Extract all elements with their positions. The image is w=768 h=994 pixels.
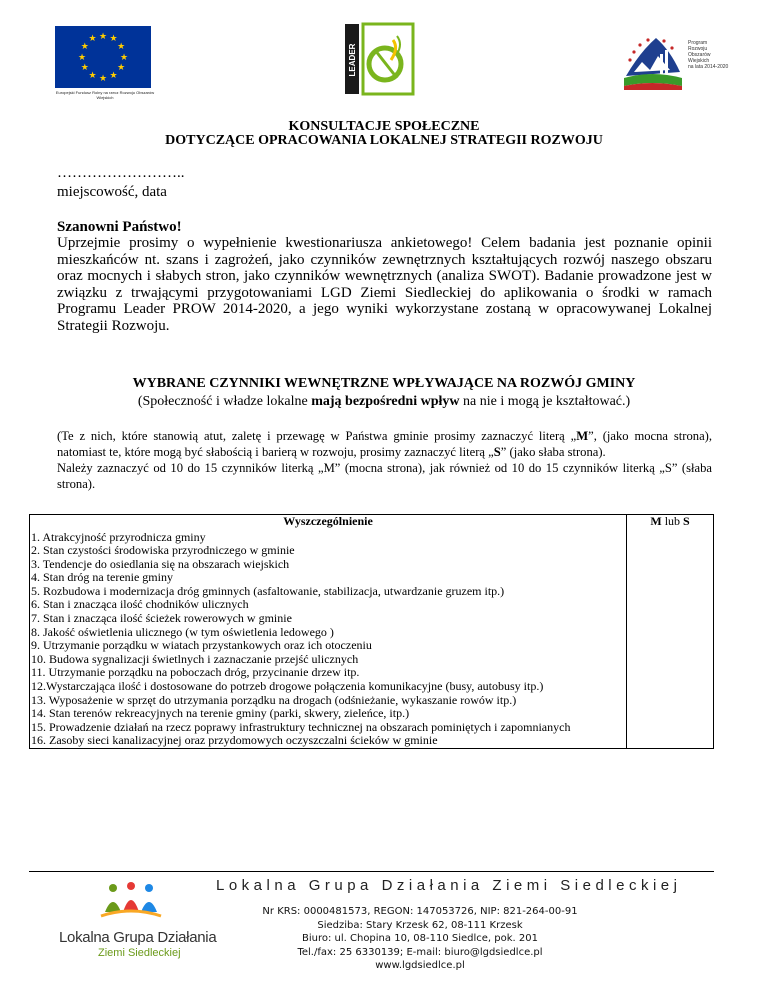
footer-info-line: Tel./fax: 25 6330139; E-mail: biuro@lgdsiedlce.pl xyxy=(297,946,543,958)
factor-label: 14. Stan terenów rekreacyjnych na terenie gminy (parki, skwery, zieleńce, itp.) xyxy=(30,707,627,721)
table-row xyxy=(30,612,714,626)
factor-answer-cell[interactable] xyxy=(627,544,714,558)
table-row xyxy=(30,626,714,640)
section-subtitle-part: (Społeczność i władze lokalne xyxy=(137,394,312,409)
footer-org-title: Lokalna Grupa Działania Ziemi Siedleckiej xyxy=(216,877,682,894)
prow-logo xyxy=(620,32,740,98)
factor-label: 13. Wyposażenie w sprzęt do utrzymania porządku na drogach (odśnieżanie, wykaszanie rowów itp.) xyxy=(30,694,627,708)
prow-years: na lata 2014-2020 xyxy=(688,64,729,70)
table-row xyxy=(30,544,714,558)
footer-info-line: Biuro: ul. Chopina 10, 08-110 Siedlce, pok. 201 xyxy=(301,933,538,945)
eu-logo xyxy=(55,26,155,100)
factor-answer-cell[interactable] xyxy=(627,666,714,680)
factor-answer-cell[interactable] xyxy=(627,585,714,599)
factor-label: 2. Stan czystości środowiska przyrodniczego w gminie xyxy=(30,544,627,558)
table-header-row xyxy=(30,515,714,531)
prow-line: Rozwoju xyxy=(688,46,708,52)
instr-letter-m: M xyxy=(576,429,589,443)
instructions xyxy=(57,428,712,492)
factor-answer-cell[interactable] xyxy=(627,639,714,653)
instructions-p1 xyxy=(57,428,712,460)
section-subtitle-bold: mają bezpośredni wpływ xyxy=(311,394,460,409)
footer-divider xyxy=(29,871,714,872)
factor-answer-cell[interactable] xyxy=(627,653,714,667)
document-title-line2: DOTYCZĄCE OPRACOWANIA LOKALNEJ STRATEGII ROZWOJU xyxy=(165,133,603,148)
footer-info-line: Siedziba: Stary Krzesk 62, 08-111 Krzesk xyxy=(317,919,523,931)
prow-caption xyxy=(688,40,728,70)
factor-answer-cell[interactable] xyxy=(627,571,714,585)
header-choice-s: S xyxy=(683,514,690,528)
factor-answer-cell[interactable] xyxy=(627,531,714,545)
factor-label: 11. Utrzymanie porządku na poboczach dróg, przycinanie drzew itp. xyxy=(30,666,627,680)
greeting: Szanowni Państwo! xyxy=(57,219,182,235)
table-row xyxy=(30,653,714,667)
factor-answer-cell[interactable] xyxy=(627,598,714,612)
eu-star-icon: ★ xyxy=(117,41,126,51)
lgd-logo-name: Lokalna Grupa Działania xyxy=(59,929,217,946)
table-row xyxy=(30,707,714,721)
eu-flag-icon xyxy=(55,26,151,88)
table-row xyxy=(30,598,714,612)
eu-star-icon: ★ xyxy=(80,41,89,51)
prow-line: Program xyxy=(688,40,708,46)
table-row xyxy=(30,531,714,545)
factor-label: 16. Zasoby sieci kanalizacyjnej oraz przydomowych oczyszczalni ścieków w gminie xyxy=(30,734,627,748)
prow-line: Obszarów xyxy=(688,52,711,58)
table-row xyxy=(30,721,714,735)
document-title-line1: KONSULTACJE SPOŁECZNE xyxy=(288,119,480,134)
eu-star-icon: ★ xyxy=(109,69,118,80)
place-date-label: miejscowość, data xyxy=(57,184,167,200)
factor-answer-cell[interactable] xyxy=(627,680,714,694)
factor-label: 1. Atrakcyjność przyrodnicza gminy xyxy=(30,531,627,545)
eu-star-icon: ★ xyxy=(98,30,108,41)
factor-label: 3. Tendencje do osiedlania się na obszarach wiejskich xyxy=(30,558,627,572)
footer-info-line: Nr KRS: 0000481573, REGON: 147053726, NIP: 821-264-00-91 xyxy=(262,906,578,917)
table-row xyxy=(30,558,714,572)
lgd-logo-sub: Ziemi Siedleckiej xyxy=(98,947,181,959)
instr-text: ” (jako słaba strona). xyxy=(500,445,606,459)
leader-emblem-icon xyxy=(335,20,421,98)
table-row xyxy=(30,734,714,748)
factor-answer-cell[interactable] xyxy=(627,707,714,721)
intro-paragraph: Uprzejmie prosimy o wypełnienie kwestionariusza ankietowego! Celem badania jest poznanie opinii mieszkańców nt. szans i zagrożeń, jako czynników zewnętrznych kształtujących rozwój naszego obszaru oraz mocnych i słabych stron, jako czynników wewnętrznych (analiza SWOT). Badanie prowadzone jest w związku z trwającymi przygotowaniami LGD Ziemi Siedleckiej do aplikowania o środki w ramach Programu Leader PROW 2014-2020, a jego wyniki wykorzystane zostaną w opracowywanej Lokalnej Strategii Rozwoju. xyxy=(57,235,712,334)
eu-star-icon: ★ xyxy=(98,72,108,83)
prow-line: Wiejskich xyxy=(688,58,710,64)
leader-text: LEADER xyxy=(348,43,357,77)
eu-star-icon: ★ xyxy=(88,33,97,44)
factor-label: 9. Utrzymanie porządku w wiatach przystankowych oraz ich otoczeniu xyxy=(30,639,627,653)
factor-label: 4. Stan dróg na terenie gminy xyxy=(30,571,627,585)
instructions-p2: Należy zaznaczyć od 10 do 15 czynników literką „M” (mocna strona), jak również od 10 do 15 czynników literką „S” (słaba strona). xyxy=(57,461,712,491)
eu-star-icon: ★ xyxy=(77,51,87,62)
table-row xyxy=(30,680,714,694)
factor-answer-cell[interactable] xyxy=(627,612,714,626)
factor-label: 7. Stan i znacząca ilość ścieżek rowerowych w gminie xyxy=(30,612,627,626)
header-item: Wyszczególnienie xyxy=(30,515,627,531)
table-row xyxy=(30,571,714,585)
header-choice-or: lub xyxy=(661,514,684,528)
header-choice-m: M xyxy=(650,514,662,528)
instr-text: ”, (jako mocna strona), natomiast te, które mogą być słabością i barierą w rozwoju, prosimy zaznaczyć literą „ xyxy=(57,429,712,459)
eu-star-icon: ★ xyxy=(117,62,126,72)
footer-info xyxy=(245,905,595,973)
eu-star-icon: ★ xyxy=(80,62,89,72)
lgd-people-icon xyxy=(55,880,215,930)
eu-star-icon: ★ xyxy=(109,33,118,44)
section-subtitle xyxy=(0,394,768,410)
table-row xyxy=(30,585,714,599)
table-row xyxy=(30,639,714,653)
factor-label: 15. Prowadzenie działań na rzecz poprawy infrastruktury technicznej na obszarach pominiętych i zapomnianych xyxy=(30,721,627,735)
table-row xyxy=(30,666,714,680)
factor-answer-cell[interactable] xyxy=(627,558,714,572)
eu-star-icon: ★ xyxy=(119,51,129,62)
section-title: WYBRANE CZYNNIKI WEWNĘTRZNE WPŁYWAJĄCE NA ROZWÓJ GMINY xyxy=(132,376,636,391)
eu-caption: Europejski Fundusz Rolny na rzecz Rozwoju Obszarów Wiejskich xyxy=(55,90,155,100)
factor-answer-cell[interactable] xyxy=(627,626,714,640)
eu-star-icon: ★ xyxy=(88,69,97,80)
factors-table xyxy=(29,514,714,749)
header-choice xyxy=(627,515,714,531)
factor-answer-cell[interactable] xyxy=(627,734,714,748)
factor-label: 12.Wystarczająca ilość i dostosowane do potrzeb drogowe połączenia komunikacyjne (busy, autobusy itp.) xyxy=(30,680,627,694)
factor-label: 5. Rozbudowa i modernizacja dróg gminnych (asfaltowanie, stabilizacja, utwardzanie gruzem itp.) xyxy=(30,585,627,599)
instr-text: (Te z nich, które stanowią atut, zaletę i przewagę w Państwa gminie prosimy zaznaczyć literą „ xyxy=(57,429,577,443)
factor-label: 6. Stan i znacząca ilość chodników ulicznych xyxy=(30,598,627,612)
instr-letter-s: S xyxy=(493,445,501,459)
factor-label: 8. Jakość oświetlenia ulicznego (w tym oświetlenia ledowego ) xyxy=(30,626,627,640)
leader-logo xyxy=(335,20,421,98)
header-logos xyxy=(0,20,768,100)
place-date-dots: …………………….. xyxy=(57,165,185,181)
factor-answer-cell[interactable] xyxy=(627,721,714,735)
footer-info-line: www.lgdsiedlce.pl xyxy=(375,960,465,972)
table-row xyxy=(30,694,714,708)
factor-label: 10. Budowa sygnalizacji świetlnych i zaznaczanie przejść ulicznych xyxy=(30,653,627,667)
prow-emblem-icon xyxy=(620,32,684,92)
section-subtitle-part: na nie i mogą je kształtować.) xyxy=(459,394,631,409)
factor-answer-cell[interactable] xyxy=(627,694,714,708)
